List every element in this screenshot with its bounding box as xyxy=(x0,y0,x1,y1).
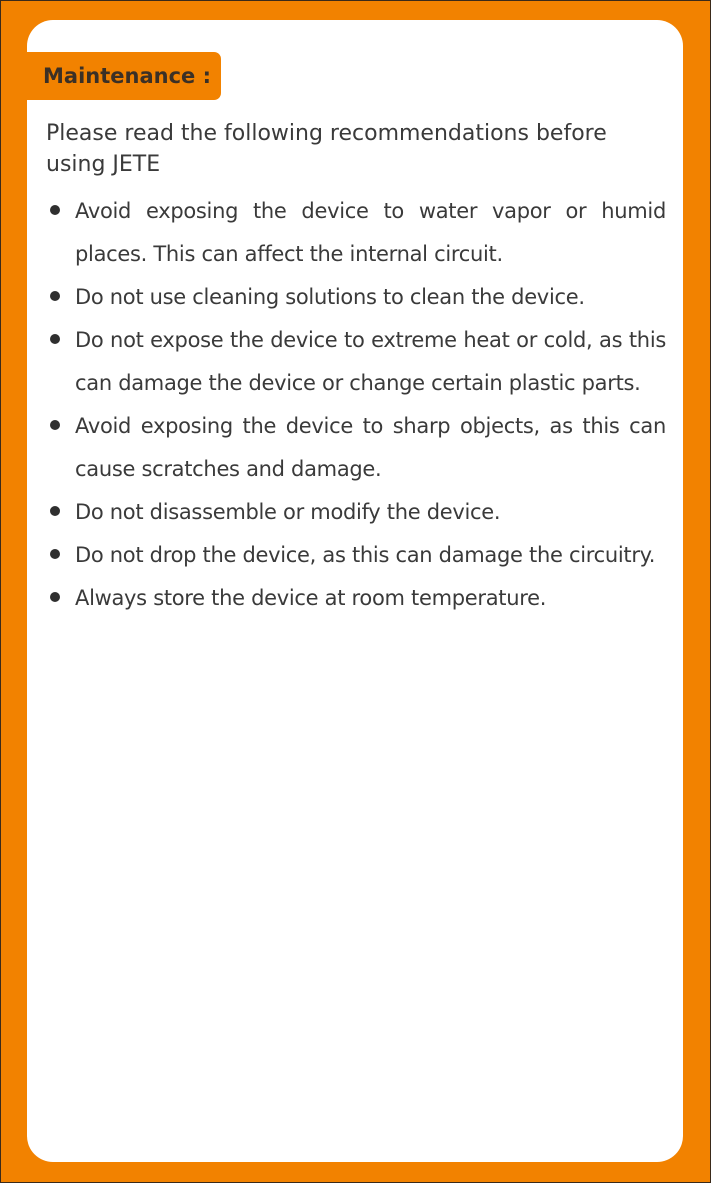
tip-text: Always store the device at room temperature. xyxy=(75,586,547,610)
tip-text: Do not expose the device to extreme heat or cold, as this can damage the device or change certain plastic parts. xyxy=(75,328,666,395)
tip-text: Avoid exposing the device to water vapor or humid places. This can affect the internal circuit. xyxy=(75,199,666,266)
bullet-icon xyxy=(50,205,60,215)
tip-text: Do not disassemble or modify the device. xyxy=(75,500,501,524)
bullet-icon xyxy=(50,549,60,559)
bullet-icon xyxy=(50,334,60,344)
tip-item-sharp-objects xyxy=(46,405,666,491)
tip-text: Do not drop the device, as this can damage the circuitry. xyxy=(75,543,656,567)
maintenance-tips-list xyxy=(46,190,666,620)
tip-item-water xyxy=(46,190,666,276)
tip-text: Avoid exposing the device to sharp objects, as this can cause scratches and damage. xyxy=(75,414,666,481)
intro-text: Please read the following recommendations before using JETE xyxy=(46,121,607,177)
maintenance-card xyxy=(27,20,683,1162)
tip-item-disassemble xyxy=(46,491,666,534)
tip-item-storage xyxy=(46,577,666,620)
bullet-icon xyxy=(50,592,60,602)
bullet-icon xyxy=(50,420,60,430)
section-heading-badge: Maintenance : xyxy=(27,52,221,100)
bullet-icon xyxy=(50,291,60,301)
bullet-icon xyxy=(50,506,60,516)
tip-item-drop xyxy=(46,534,666,577)
tip-text: Do not use cleaning solutions to clean the device. xyxy=(75,285,585,309)
tip-item-temperature xyxy=(46,319,666,405)
tip-item-cleaning xyxy=(46,276,666,319)
